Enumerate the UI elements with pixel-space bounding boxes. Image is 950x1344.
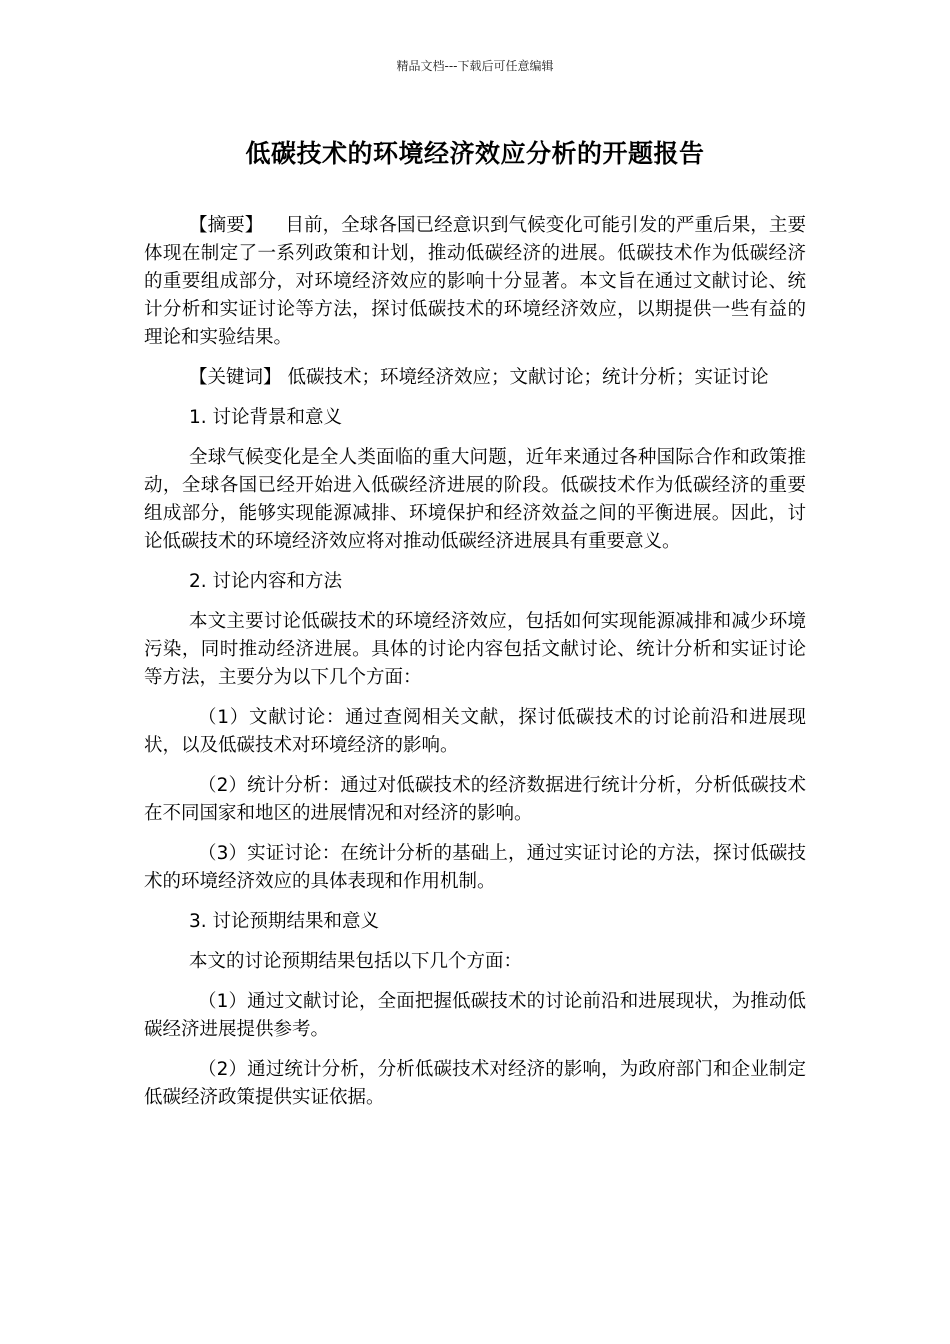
section-heading-1: 1. 讨论背景和意义 bbox=[189, 407, 343, 428]
keywords-paragraph bbox=[144, 364, 806, 392]
section-2-item-2: （2）统计分析：通过对低碳技术的经济数据进行统计分析，分析低碳技术在不同国家和地区的进展情况和对经济的影响。 bbox=[144, 775, 806, 824]
section-heading-2: 2. 讨论内容和方法 bbox=[189, 571, 343, 592]
abstract-label: 【摘要】 bbox=[189, 215, 264, 236]
section-1-paragraph: 全球气候变化是全人类面临的重大问题，近年来通过各种国际合作和政策推动，全球各国已经开始进入低碳经济进展的阶段。低碳技术作为低碳经济的重要组成部分，能够实现能源减排、环境保护和经济效益之间的平衡进展。因此，讨论低碳技术的环境经济效应将对推动低碳经济进展具有重要意义。 bbox=[144, 447, 806, 552]
abstract-paragraph bbox=[144, 212, 806, 352]
document-body bbox=[144, 212, 806, 1124]
section-heading-3: 3. 讨论预期结果和意义 bbox=[189, 911, 380, 932]
section-2-paragraph: 本文主要讨论低碳技术的环境经济效应，包括如何实现能源减排和减少环境污染，同时推动经济进展。具体的讨论内容包括文献讨论、统计分析和实证讨论等方法，主要分为以下几个方面： bbox=[144, 611, 806, 688]
section-3-paragraph: 本文的讨论预期结果包括以下几个方面： bbox=[189, 951, 523, 972]
header-note: 精品文档---下载后可任意编辑 bbox=[396, 59, 554, 73]
keywords-label: 【关键词】 bbox=[189, 367, 282, 388]
document-title: 低碳技术的环境经济效应分析的开题报告 bbox=[245, 139, 705, 168]
section-2-item-1: （1）文献讨论：通过查阅相关文献，探讨低碳技术的讨论前沿和进展现状，以及低碳技术对环境经济的影响。 bbox=[144, 707, 806, 756]
section-2-item-3: （3）实证讨论：在统计分析的基础上，通过实证讨论的方法，探讨低碳技术的环境经济效应的具体表现和作用机制。 bbox=[144, 843, 806, 892]
keywords-text: 低碳技术；环境经济效应；文献讨论；统计分析；实证讨论 bbox=[287, 367, 769, 388]
section-3-item-2: （2）通过统计分析，分析低碳技术对经济的影响，为政府部门和企业制定低碳经济政策提供实证依据。 bbox=[144, 1059, 806, 1108]
abstract-text: 目前，全球各国已经意识到气候变化可能引发的严重后果，主要体现在制定了一系列政策和计划，推动低碳经济的进展。低碳技术作为低碳经济的重要组成部分，对环境经济效应的影响十分显著。本文旨在通过文献讨论、统计分析和实证讨论等方法，探讨低碳技术的环境经济效应，以期提供一些有益的理论和实验结果。 bbox=[144, 215, 806, 348]
section-3-item-1: （1）通过文献讨论，全面把握低碳技术的讨论前沿和进展现状，为推动低碳经济进展提供参考。 bbox=[144, 991, 806, 1040]
